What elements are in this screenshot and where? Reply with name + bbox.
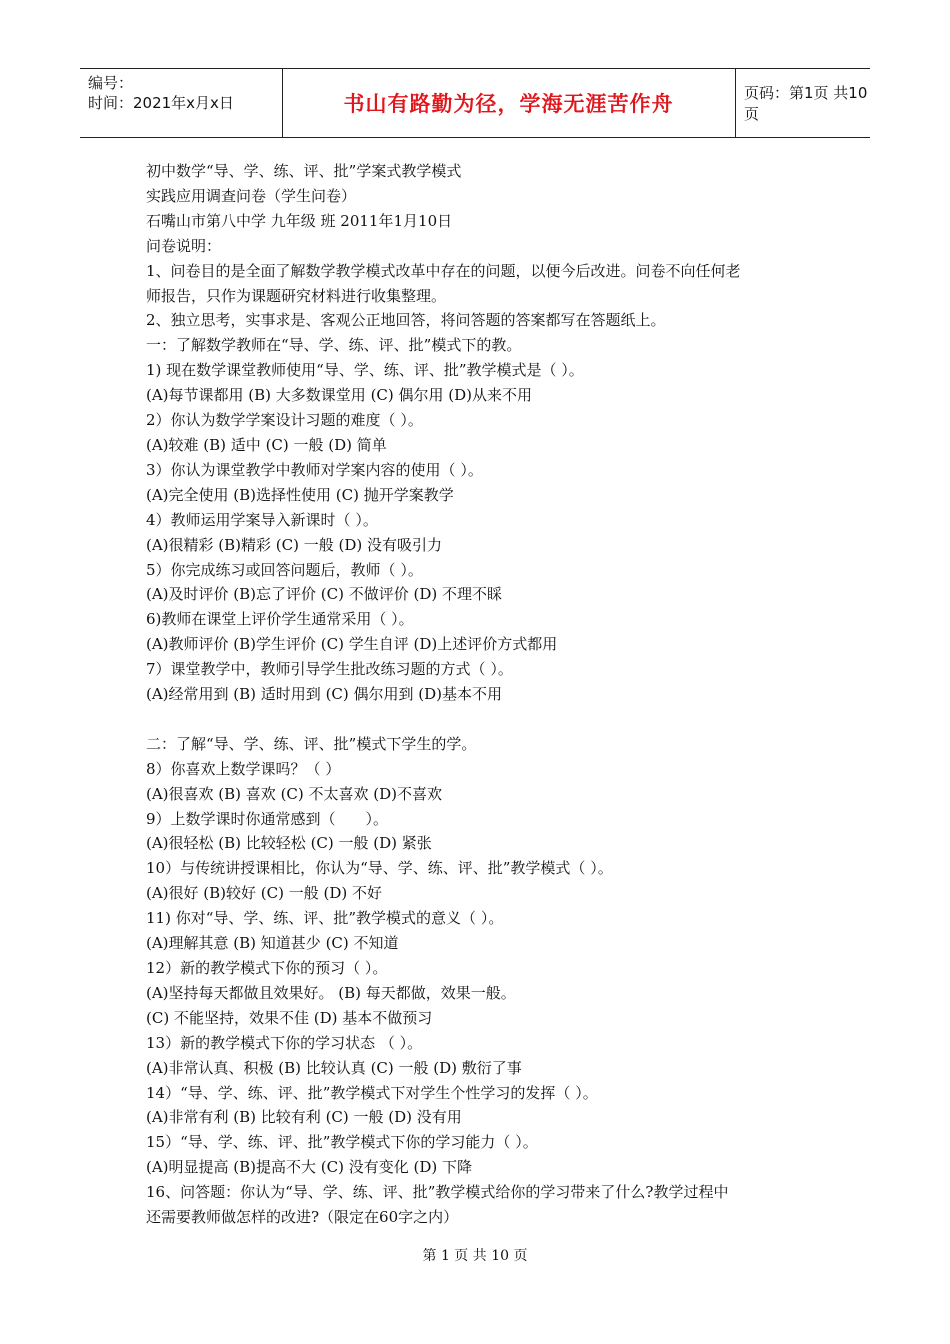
- header-motto: 书山有路勤为径，学海无涯苦作舟: [343, 92, 674, 116]
- text-line: 二：了解“导、学、练、评、批”模式下学生的学。: [146, 734, 477, 753]
- text-line: (C) 不能坚持，效果不佳 (D) 基本不做预习: [146, 1008, 433, 1027]
- text-line: (A)很轻松 (B) 比较轻松 (C) 一般 (D) 紧张: [146, 834, 432, 853]
- text-line: 11) 你对“导、学、练、评、批”教学模式的意义（ ）。: [146, 909, 504, 928]
- text-line: 一：了解数学教师在“导、学、练、评、批”模式下的教。: [146, 336, 522, 355]
- text-line: 9）上数学课时你通常感到（ ）。: [146, 809, 389, 828]
- text-line: (A)明显提高 (B)提高不大 (C) 没有变化 (D) 下降: [146, 1158, 473, 1177]
- text-line: 8）你喜欢上数学课吗？（ ）: [146, 759, 341, 778]
- text-line: 师报告，只作为课题研究材料进行收集整理。: [146, 286, 447, 305]
- blank-line: [146, 707, 816, 732]
- text-line: 还需要教师做怎样的改进?（限定在60字之内）: [146, 1208, 459, 1227]
- text-line: 2、独立思考，实事求是、客观公正地回答，将问答题的答案都写在答题纸上。: [146, 311, 666, 330]
- document-body: [146, 159, 816, 1230]
- text-line: (A)完全使用 (B)选择性使用 (C) 抛开学案教学: [146, 485, 454, 504]
- text-line: 12）新的教学模式下你的预习（ ）。: [146, 958, 388, 977]
- text-line: (A)每节课都用 (B) 大多数课堂用 (C) 偶尔用 (D)从来不用: [146, 386, 533, 405]
- text-line: 6)教师在课堂上评价学生通常采用（ ）。: [146, 610, 414, 629]
- text-line: 1、问卷目的是全面了解数学教学模式改革中存在的问题，以便今后改进。问卷不向任何老: [146, 261, 741, 280]
- text-line: 10）与传统讲授课相比，你认为“导、学、练、评、批”教学模式（ ）。: [146, 859, 613, 878]
- text-line: (A)非常认真、积极 (B) 比较认真 (C) 一般 (D) 敷衍了事: [146, 1058, 522, 1077]
- text-line: (A)教师评价 (B)学生评价 (C) 学生自评 (D)上述评价方式都用: [146, 635, 558, 654]
- text-line: (A)坚持每天都做且效果好。 (B) 每天都做，效果一般。: [146, 983, 516, 1002]
- text-line: 7）课堂教学中，教师引导学生批改练习题的方式（ ）。: [146, 660, 513, 679]
- header-time-label: 时间：2021年x月x日: [88, 94, 234, 112]
- text-line: 3）你认为课堂教学中教师对学案内容的使用（ ）。: [146, 460, 483, 479]
- text-line: (A)理解其意 (B) 知道甚少 (C) 不知道: [146, 934, 399, 953]
- text-line: 14）“导、学、练、评、批”教学模式下对学生个性学习的发挥（ ）。: [146, 1083, 598, 1102]
- text-line: 实践应用调查问卷（学生问卷）: [146, 186, 357, 205]
- page-footer: 第 1 页 共 10 页: [422, 1248, 528, 1264]
- text-line: 石嘴山市第八中学 九年级 班 2011年1月10日: [146, 211, 453, 230]
- header-page-info: 页码：第1页 共10页: [744, 84, 868, 123]
- text-line: (A)很精彩 (B)精彩 (C) 一般 (D) 没有吸引力: [146, 535, 443, 554]
- text-line: 1) 现在数学课堂教师使用“导、学、练、评、批”教学模式是（ ）。: [146, 361, 584, 380]
- text-line: (A)很好 (B)较好 (C) 一般 (D) 不好: [146, 884, 383, 903]
- text-line: 初中数学“导、学、练、评、批”学案式教学模式: [146, 162, 462, 180]
- header-meta: [80, 69, 282, 137]
- page-header: [80, 68, 870, 138]
- text-line: (A)及时评价 (B)忘了评价 (C) 不做评价 (D) 不理不睬: [146, 585, 503, 604]
- text-line: 5）你完成练习或回答问题后，教师（ ）。: [146, 560, 423, 579]
- text-line: (A)很喜欢 (B) 喜欢 (C) 不太喜欢 (D)不喜欢: [146, 784, 443, 803]
- text-line: 4）教师运用学案导入新课时（ ）。: [146, 510, 378, 529]
- text-line: 13）新的教学模式下你的学习状态 （ ）。: [146, 1033, 423, 1052]
- text-line: (A)较难 (B) 适中 (C) 一般 (D) 简单: [146, 435, 387, 454]
- text-line: 2）你认为数学学案设计习题的难度（ ）。: [146, 411, 423, 430]
- header-number-label: 编号：: [88, 74, 134, 92]
- text-line: 16、问答题：你认为“导、学、练、评、批”教学模式给你的学习带来了什么?教学过程中: [146, 1183, 729, 1202]
- text-line: 问卷说明：: [146, 236, 222, 255]
- text-line: (A)经常用到 (B) 适时用到 (C) 偶尔用到 (D)基本不用: [146, 685, 503, 704]
- text-line: (A)非常有利 (B) 比较有利 (C) 一般 (D) 没有用: [146, 1108, 462, 1127]
- text-line: 15）“导、学、练、评、批”教学模式下你的学习能力（ ）。: [146, 1133, 538, 1152]
